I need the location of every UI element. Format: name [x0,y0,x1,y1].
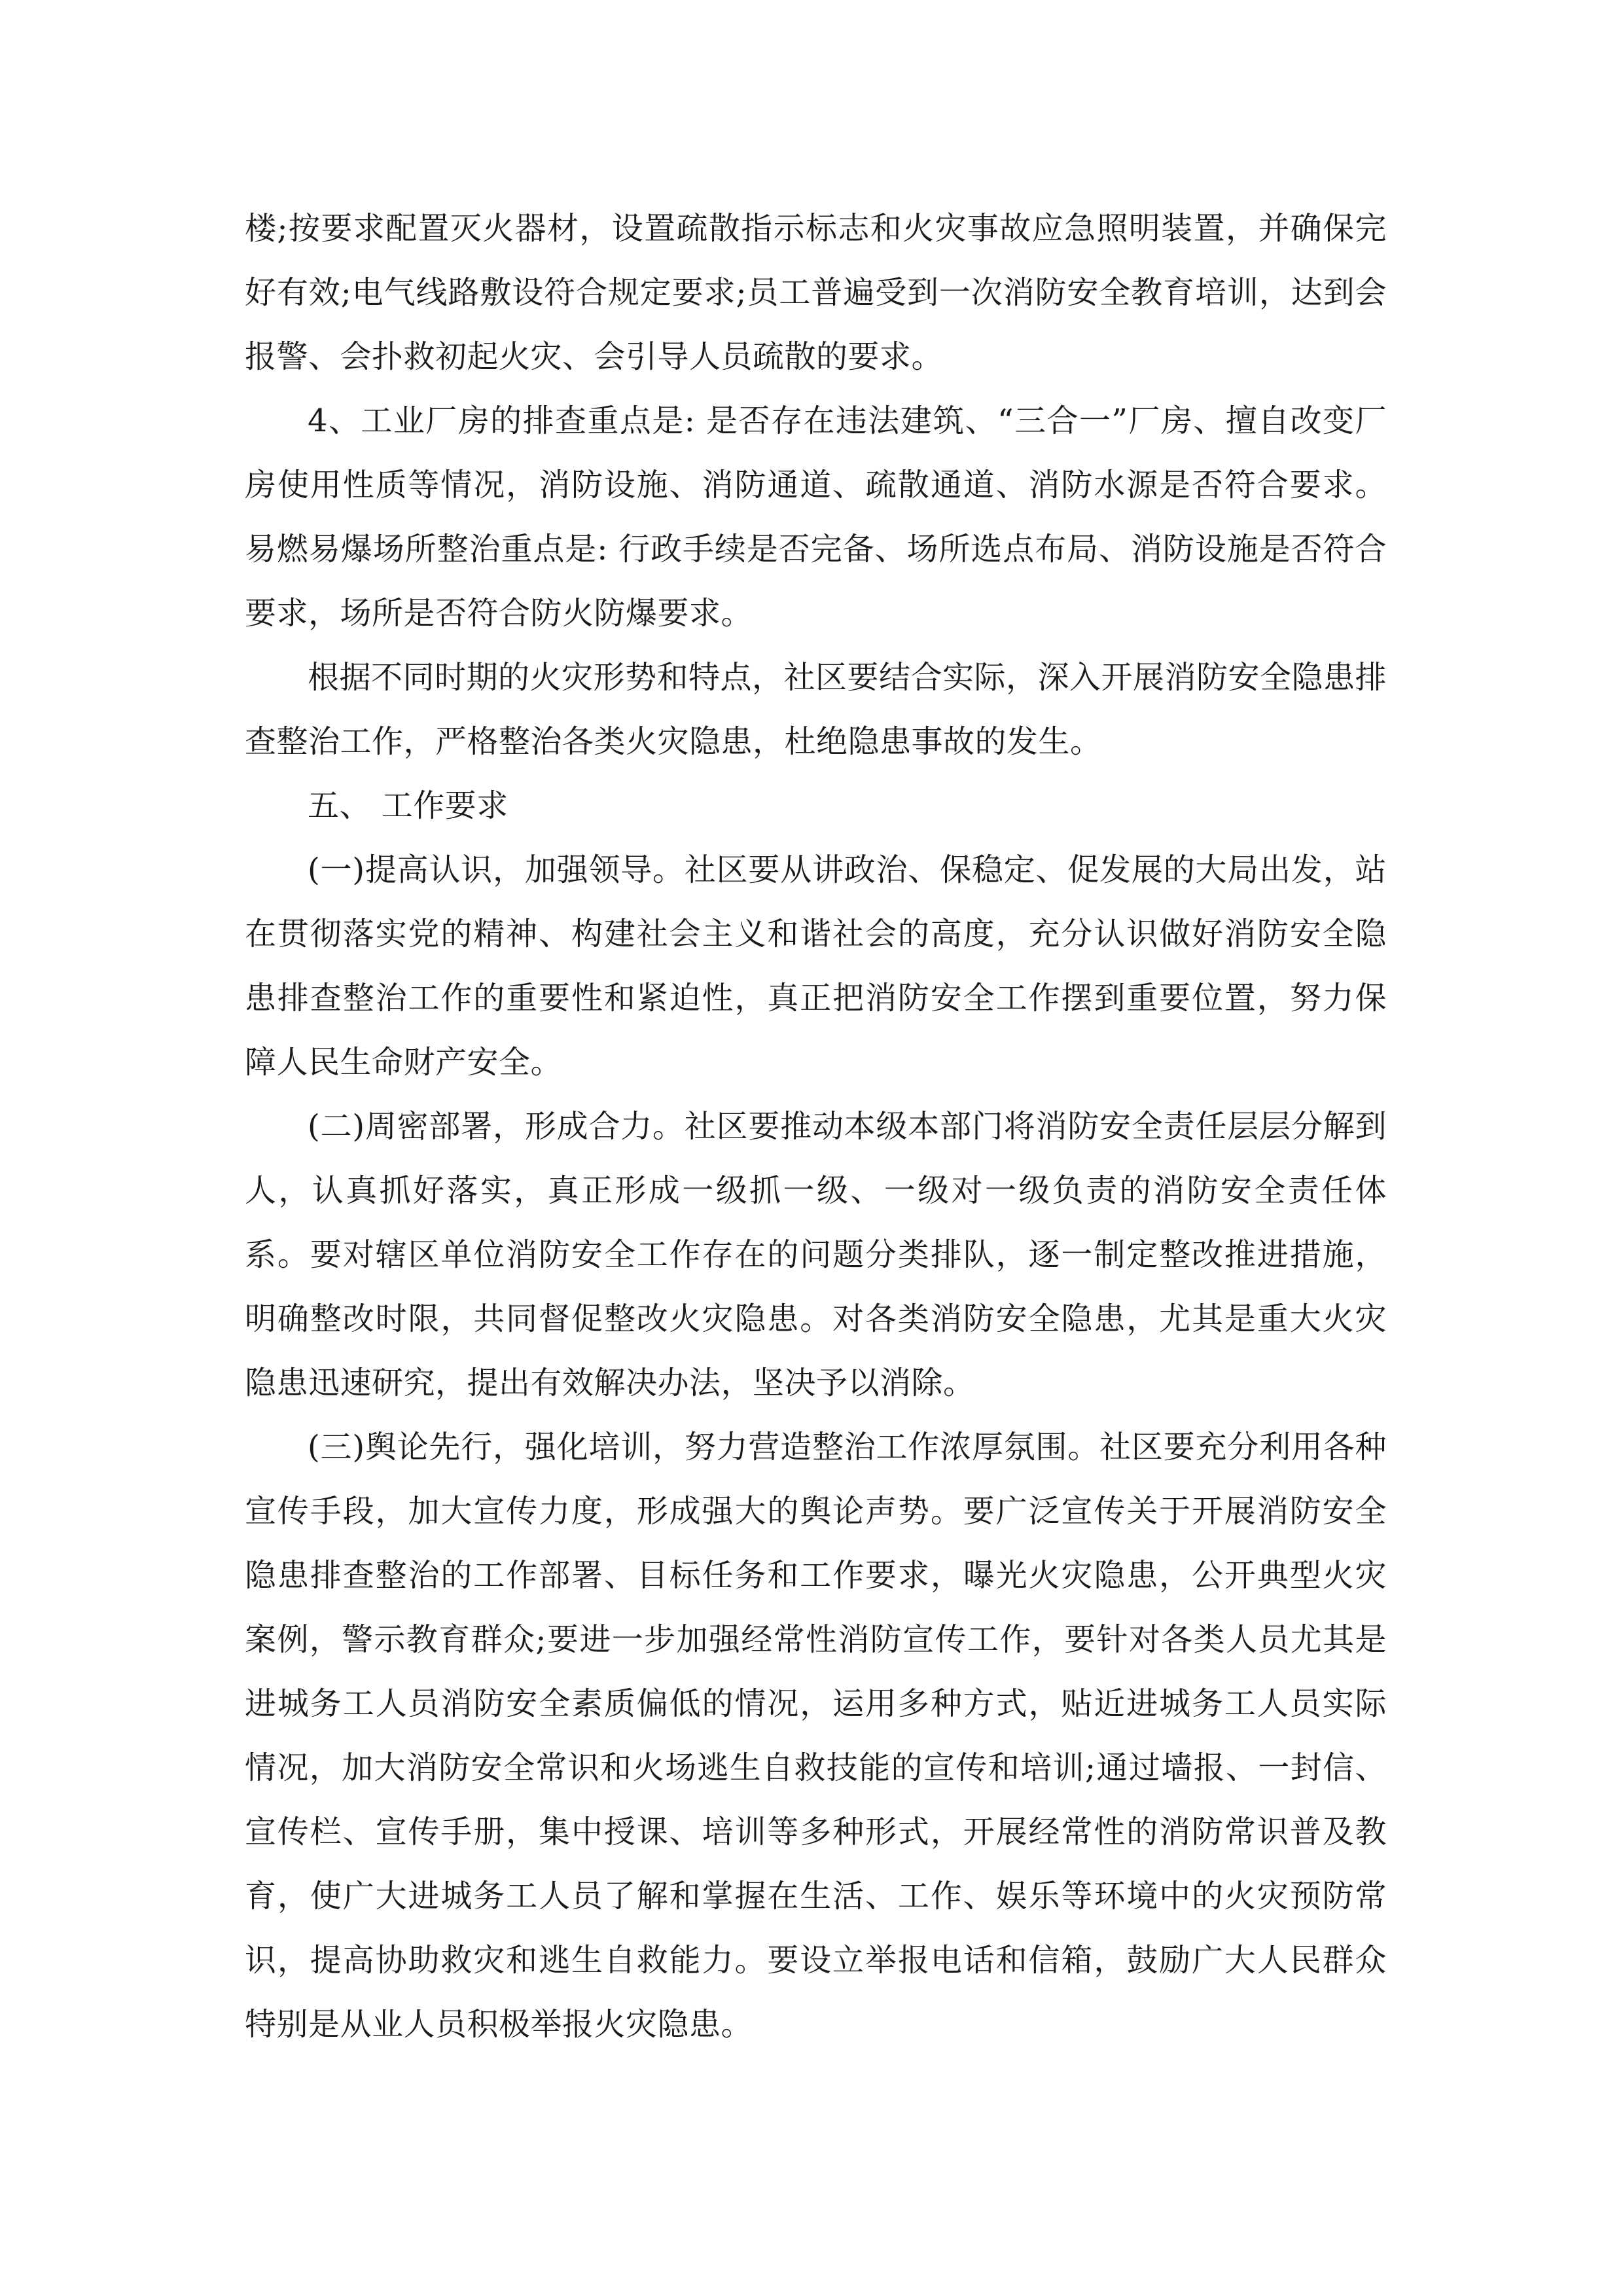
paragraph-summary: 根据不同时期的火灾形势和特点，社区要结合实际，深入开展消防安全隐患排查整治工作，严格整治各类火灾隐患，杜绝隐患事故的发生。 [245,659,1387,760]
requirement-3: (三)舆论先行，强化培训，努力营造整治工作浓厚氛围。社区要充分利用各种宣传手段，加大宣传力度，形成强大的舆论声势。要广泛宣传关于开展消防安全隐患排查整治的工作部署、目标任务和工作要求，曝光火灾隐患，公开典型火灾案例，警示教育群众;要进一步加强经常性消防宣传工作，要针对各类人员尤其是进城务工人员消防安全素质偏低的情况，运用多种方式，贴近进城务工人员实际情况，加大消防安全常识和火场逃生自救技能的宣传和培训;通过墙报、一封信、宣传栏、宣传手册，集中授课、培训等多种形式，开展经常性的消防常识普及教育，使广大进城务工人员了解和掌握在生活、工作、娱乐等环境中的火灾预防常识，提高协助救灾和逃生自救能力。要设立举报电话和信箱，鼓励广大人民群众特别是从业人员积极举报火灾隐患。 [245,1429,1387,2043]
paragraph-item-4: 4、工业厂房的排查重点是: 是否存在违法建筑、“三合一”厂房、擅自改变厂房使用性质等情况，消防设施、消防通道、疏散通道、消防水源是否符合要求。易燃易爆场所整治重点是: 行政手续是否完备、场所选点布局、消防设施是否符合要求，场所是否符合防火防爆要求。 [245,403,1387,632]
paragraph-continuation: 楼;按要求配置灭火器材，设置疏散指示标志和火灾事故应急照明装置，并确保完好有效;电气线路敷设符合规定要求;员工普遍受到一次消防安全教育培训，达到会报警、会扑救初起火灾、会引导人员疏散的要求。 [245,210,1387,375]
section-heading-work-requirements: 五、 工作要求 [308,787,508,824]
requirement-2: (二)周密部署，形成合力。社区要推动本级本部门将消防安全责任层层分解到人，认真抓好落实，真正形成一级抓一级、一级对一级负责的消防安全责任体系。要对辖区单位消防安全工作存在的问题分类排队，逐一制定整改推进措施，明确整改时限，共同督促整改火灾隐患。对各类消防安全隐患，尤其是重大火灾隐患迅速研究，提出有效解决办法，坚决予以消除。 [245,1108,1387,1401]
requirement-1: (一)提高认识，加强领导。社区要从讲政治、保稳定、促发展的大局出发，站在贯彻落实党的精神、构建社会主义和谐社会的高度，充分认识做好消防安全隐患排查整治工作的重要性和紧迫性，真正把消防安全工作摆到重要位置，努力保障人民生命财产安全。 [245,852,1387,1081]
document-body [245,196,1387,2056]
